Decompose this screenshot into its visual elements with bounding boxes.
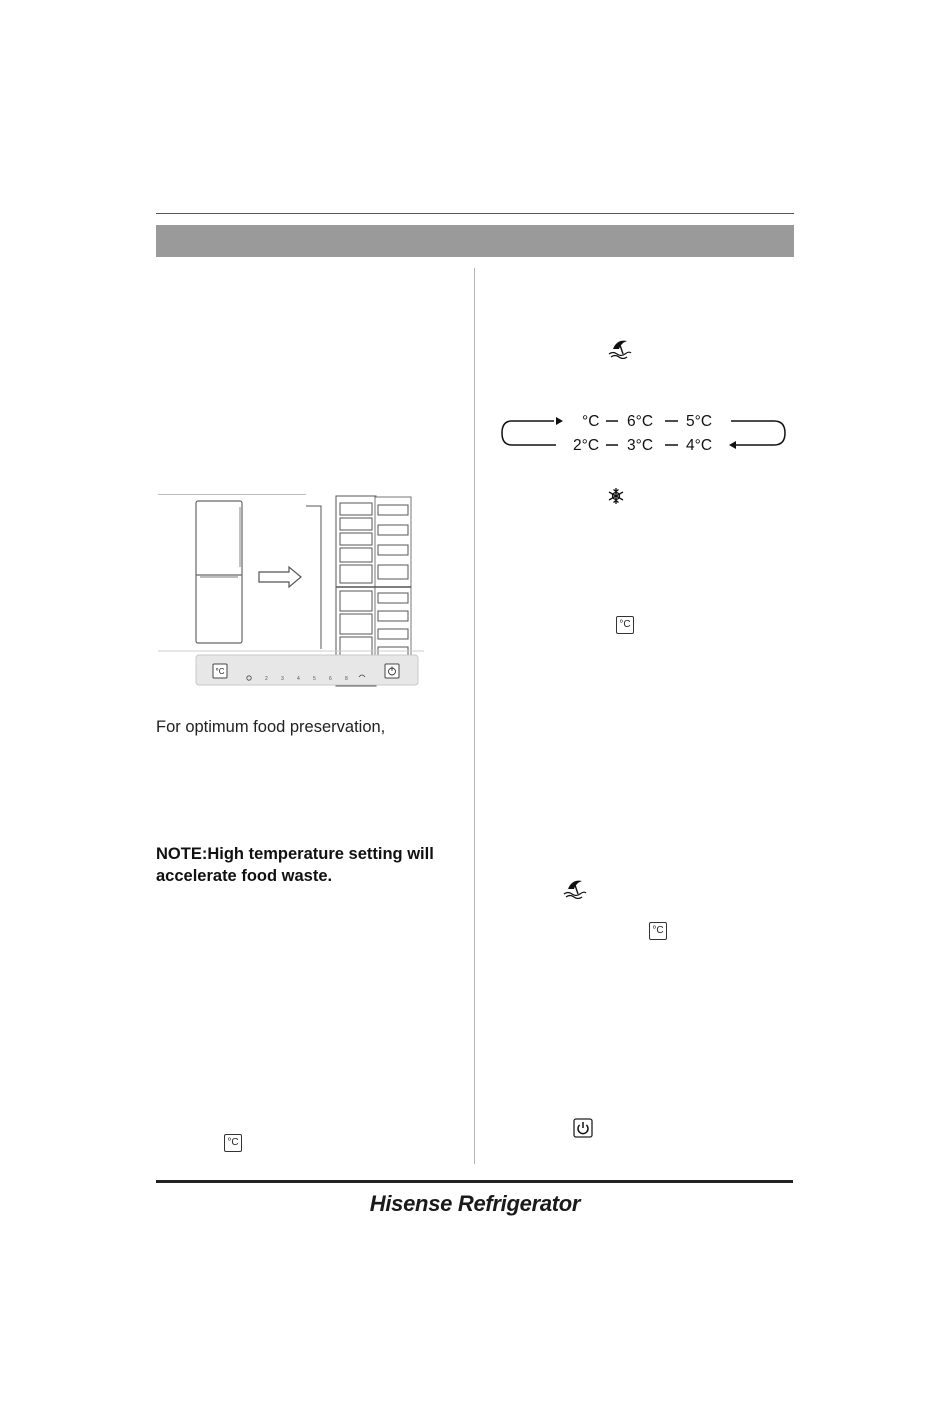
- footer-rule: [156, 1180, 793, 1183]
- umbrella-holiday-icon: [562, 877, 588, 899]
- svg-text:5: 5: [313, 676, 316, 682]
- intro-text: For optimum food preservation,: [156, 718, 386, 736]
- note-line-1: NOTE:High temperature setting will: [156, 845, 434, 863]
- temp-step-bottom-1: 2°C: [573, 437, 600, 454]
- arrow-right-icon: [556, 417, 563, 425]
- svg-text:°C: °C: [215, 667, 225, 676]
- celsius-button-icon: °C: [224, 1134, 242, 1152]
- svg-text:2: 2: [265, 676, 268, 682]
- temp-step-top-1: °C: [582, 413, 600, 430]
- celsius-button-icon: °C: [649, 922, 667, 940]
- closed-fridge: [196, 501, 242, 643]
- section-header-bar: [156, 225, 794, 257]
- temp-step-bottom-3: 4°C: [686, 437, 713, 454]
- arrow-left-icon: [729, 441, 736, 449]
- note-line-2: accelerate food waste.: [156, 867, 333, 885]
- svg-text:4: 4: [297, 676, 300, 682]
- svg-text:3: 3: [281, 676, 284, 682]
- top-rule: [156, 213, 794, 214]
- celsius-button-icon: °C: [616, 616, 634, 634]
- svg-text:8: 8: [345, 676, 348, 682]
- column-divider: [474, 268, 475, 1164]
- umbrella-holiday-icon: [607, 337, 633, 359]
- svg-text:6: 6: [329, 676, 332, 682]
- temp-step-top-2: 6°C: [627, 413, 654, 430]
- right-arrow-icon: [259, 567, 301, 587]
- snowflake-icon: [607, 487, 625, 505]
- temp-step-top-3: 5°C: [686, 413, 713, 430]
- control-panel-strip: [196, 655, 418, 685]
- temp-step-bottom-2: 3°C: [627, 437, 654, 454]
- footer-brand: Hisense Refrigerator: [369, 1191, 581, 1216]
- fridge-illustration: [156, 493, 424, 691]
- power-icon: [573, 1118, 593, 1138]
